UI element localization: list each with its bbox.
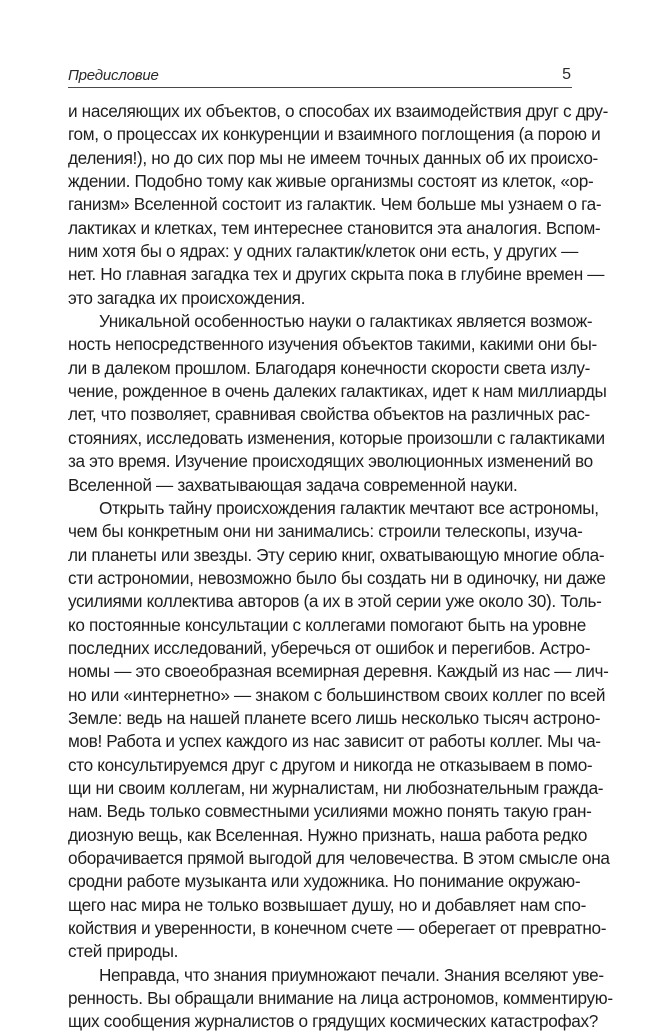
page-number: 5: [562, 66, 571, 83]
paragraph-4: [68, 964, 613, 1034]
paragraph-2: [68, 310, 607, 497]
text-line: номы — это своеобразная всемирная деревня. Каждый из нас — лич-: [68, 661, 609, 682]
text-line: Уникальной особенностью науки о галактиках является возмож-: [99, 311, 593, 332]
text-line: чем бы конкретным они ни занимались: строили телескопы, изуча-: [68, 521, 583, 542]
text-line: лет, что позволяет, сравнивая свойства объектов на различных рас-: [68, 404, 590, 425]
text-line: ли в далеком прошлом. Благодаря конечности скорости света излу-: [68, 357, 591, 378]
text-line: ждении. Подобно тому как живые организмы состоят из клеток, «ор-: [68, 171, 594, 192]
text-line: оборачивается прямой выгодой для человечества. В этом смысле она: [68, 848, 610, 868]
text-line: щих сообщения журналистов о грядущих космических катастрофах?: [68, 1011, 598, 1032]
chapter-title: Предисловие: [68, 67, 159, 84]
text-line: ко постоянные консультации с коллегами помогают быть на уровне: [68, 614, 586, 635]
text-line: лактиках и клетках, тем интереснее становится эта аналогия. Вспом-: [68, 217, 601, 238]
book-page: [68, 58, 613, 1034]
text-line: койствия и уверенности, в конечном счете — оберегает от превратно-: [68, 918, 607, 939]
text-line: Вселенной — захватывающая задача современной науки.: [68, 474, 518, 495]
body-text: [68, 100, 613, 1034]
text-line: сто консультируемся друг с другом и никогда не отказываем в помо-: [68, 754, 593, 775]
text-line: за это время. Изучение происходящих эволюционных изменений во: [68, 451, 593, 472]
paragraph-1: [68, 100, 609, 310]
text-line: гом, о процессах их конкуренции и взаимного поглощения (а порою и: [68, 124, 601, 145]
text-line: диозную вещь, как Вселенная. Нужно признать, наша работа редко: [68, 824, 588, 845]
text-line: ли планеты или звезды. Эту серию книг, охватывающую многие обла-: [68, 544, 605, 565]
text-line: усилиями коллектива авторов (а их в этой серии уже около 30). Толь-: [68, 591, 602, 612]
running-head: [68, 58, 572, 88]
text-line: ним хотя бы о ядрах: у одних галактик/клеток они есть, у других —: [68, 241, 578, 262]
text-line: последних исследований, уберечься от ошибок и перегибов. Астро-: [68, 637, 591, 658]
text-line: сти астрономии, невозможно было бы создать ни в одиночку, ни даже: [68, 567, 606, 588]
text-line: стей природы.: [68, 941, 179, 962]
text-line: нет. Но главная загадка тех и других скрыта пока в глубине времен —: [68, 264, 605, 285]
text-line: сродни работе музыканта или художника. Но понимание окружаю-: [68, 871, 581, 892]
text-line: ренность. Вы обращали внимание на лица астрономов, комментирую-: [68, 988, 613, 1009]
text-line: и населяющих их объектов, о способах их взаимодействия друг с дру-: [68, 101, 609, 121]
text-line: Неправда, что знания приумножают печали. Знания вселяют уве-: [99, 964, 604, 985]
text-line: мов! Работа и успех каждого из нас зависит от работы коллег. Мы ча-: [68, 731, 601, 752]
text-line: щего нас мира не только возвышает душу, но и добавляет нам спо-: [68, 894, 586, 915]
paragraph-3: [68, 497, 610, 964]
text-line: Открыть тайну происхождения галактик мечтают все астрономы,: [99, 497, 599, 518]
text-line: это загадка их происхождения.: [68, 287, 306, 308]
text-line: чение, рожденное в очень далеких галактиках, идет к нам миллиарды: [68, 381, 607, 402]
text-line: но или «интернетно» — знаком с большинством своих коллег по всей: [68, 684, 606, 705]
text-line: Земле: ведь на нашей планете всего лишь несколько тысяч астроно-: [68, 707, 601, 728]
text-line: нам. Ведь только совместными усилиями можно понять такую гран-: [68, 801, 592, 822]
text-line: ность непосредственного изучения объектов такими, какими они бы-: [68, 334, 597, 355]
text-line: щи ни своим коллегам, ни журналистам, ни любознательным гражда-: [68, 777, 604, 798]
text-line: ганизм» Вселенной состоит из галактик. Чем больше мы узнаем о га-: [68, 194, 602, 215]
text-line: деления!), но до сих пор мы не имеем точных данных об их происхо-: [68, 147, 598, 168]
text-line: стояниях, исследовать изменения, которые произошли с галактиками: [68, 427, 605, 448]
